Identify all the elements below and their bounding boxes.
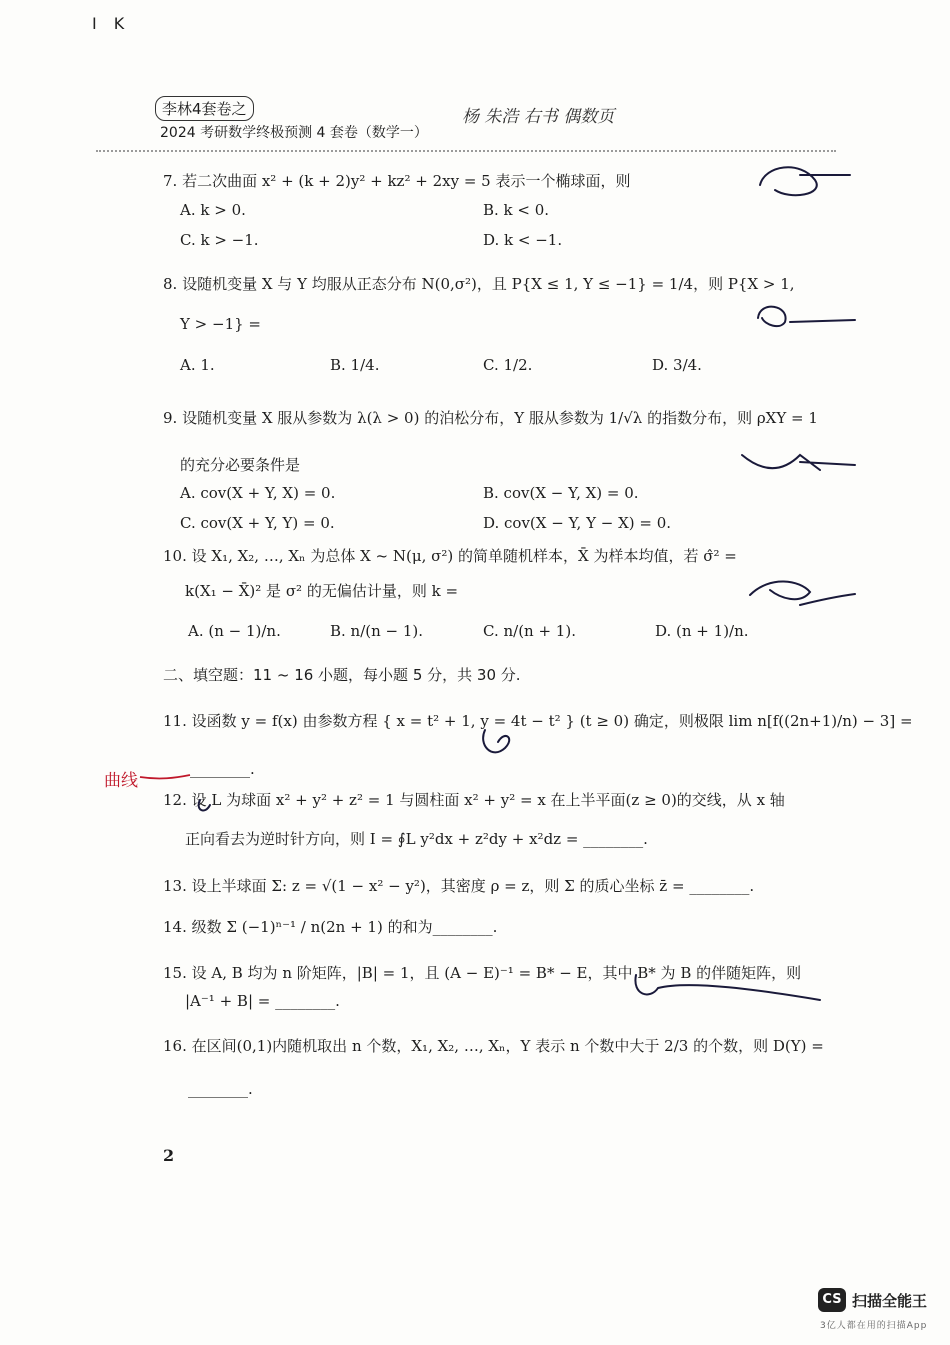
q10-option-a: A. (n − 1)/n. [188,622,281,640]
scanner-app-name: 扫描全能王 [852,1292,928,1310]
q12-l-circle [199,800,210,810]
q10-option-c: C. n/(n + 1). [483,622,576,640]
question-15: 15. 设 A, B 均为 n 阶矩阵，|B| = 1，且 (A − E)⁻¹ = B* − E，其中 B* 为 B 的伴随矩阵，则 [163,964,802,982]
q10-option-b: B. n/(n − 1). [330,622,424,640]
question-11-blank: ________. [190,760,255,778]
question-12: 12. 设 L 为球面 x² + y² + z² = 1 与圆柱面 x² + y² = x 在上半平面(z ≥ 0)的交线，从 x 轴 [163,791,785,809]
header-handwritten-note: 杨 朱浩 右书 偶数页 [462,107,615,127]
q7-answer-scribble [760,167,850,195]
q10-option-d: D. (n + 1)/n. [655,622,749,640]
question-16: 16. 在区间(0,1)内随机取出 n 个数，X₁, X₂, …, Xₙ，Y 表示 n 个数中大于 2/3 的个数，则 D(Y) = [163,1037,824,1055]
header-box-label: 李林4套卷之 [155,96,254,121]
q9-option-a: A. cov(X + Y, X) = 0. [180,484,336,502]
q8-option-c: C. 1/2. [483,356,533,374]
q7-option-b: B. k < 0. [483,201,550,219]
q10-answer-scribble [750,581,855,605]
q8-option-d: D. 3/4. [652,356,702,374]
red-arrow-line [140,775,190,778]
question-8-cont: Y > −1} = [180,315,261,333]
corner-mark: I K [92,14,131,33]
q8-option-b: B. 1/4. [330,356,380,374]
question-9: 9. 设随机变量 X 服从参数为 λ(λ > 0) 的泊松分布，Y 服从参数为 1/√λ 的指数分布，则 ρXY = 1 [163,409,818,427]
q7-option-c: C. k > −1. [180,231,259,249]
question-12-cont: 正向看去为逆时针方向，则 I = ∮L y²dx + z²dy + x²dz = ________. [185,830,648,848]
question-14: 14. 级数 Σ (−1)ⁿ⁻¹ / n(2n + 1) 的和为________. [163,918,498,936]
question-10: 10. 设 X₁, X₂, …, Xₙ 为总体 X ~ N(μ, σ²) 的简单随机样本，X̄ 为样本均值，若 σ̂² = [163,547,737,565]
q9-option-d: D. cov(X − Y, Y − X) = 0. [483,514,672,532]
question-10-cont: k(X₁ − X̄)² 是 σ² 的无偏估计量，则 k = [185,582,459,600]
q15-answer-scribble [635,975,820,1000]
q8-answer-scribble [758,307,855,326]
q9-option-b: B. cov(X − Y, X) = 0. [483,484,639,502]
q8-option-a: A. 1. [180,356,215,374]
q7-option-a: A. k > 0. [180,201,246,219]
question-9-cont: 的充分必要条件是 [180,456,301,474]
page-number: 2 [163,1146,175,1165]
header-series-title: 2024 考研数学终极预测 4 套卷（数学一） [160,125,428,141]
scanner-tagline: 3亿人都在用的扫描App [820,1321,928,1331]
q9-answer-scribble [742,455,855,470]
scanner-logo-icon: CS [818,1288,846,1312]
question-7: 7. 若二次曲面 x² + (k + 2)y² + kz² + 2xy = 5 表示一个椭球面，则 [163,172,631,190]
question-15-cont: |A⁻¹ + B| = ________. [185,992,340,1010]
question-16-blank: ________. [188,1080,253,1098]
q11-answer-scribble [483,730,509,752]
question-8: 8. 设随机变量 X 与 Y 均服从正态分布 N(0,σ²)，且 P{X ≤ 1, Y ≤ −1} = 1/4，则 P{X > 1, [163,275,795,293]
q7-option-d: D. k < −1. [483,231,563,249]
section-2-heading: 二、填空题：11 ~ 16 小题，每小题 5 分，共 30 分. [163,666,521,684]
red-handwritten-note: 曲线 [104,771,138,791]
question-11: 11. 设函数 y = f(x) 由参数方程 { x = t² + 1, y = 4t − t² } (t ≥ 0) 确定，则极限 lim n[f((2n+1)/n) − 3] = [163,712,913,730]
q9-option-c: C. cov(X + Y, Y) = 0. [180,514,335,532]
question-13: 13. 设上半球面 Σ: z = √(1 − x² − y²)，其密度 ρ = z，则 Σ 的质心坐标 z̄ = ________. [163,877,755,895]
